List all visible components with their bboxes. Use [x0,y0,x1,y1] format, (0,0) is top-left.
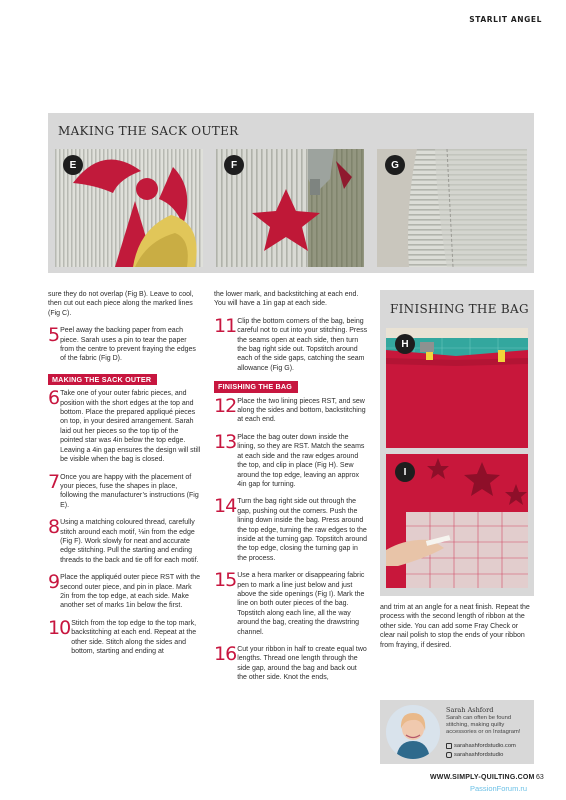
step-6 [48,389,202,464]
step-text: Cut your ribbon in half to create equal two lengths. Thread one length through the side gap, around the bag and back out the other side. Knot the ends, [237,646,367,682]
text-column-1 [48,290,202,656]
fig-f-photo [216,149,364,267]
text-column-3 [380,603,534,658]
step-text: Peel away the backing paper from each piece. Sarah uses a pin to tear the paper from the centre to prevent fraying the edges of the fabric (Fig D). [60,327,196,363]
website-link[interactable] [446,743,516,749]
running-header: STARLIT ANGEL [469,15,542,24]
step-number: 13 [214,430,237,453]
col2-intro: the lower mark, and backstitching at each end. You will have a 1in gap at each side. [214,291,359,308]
fig-e-label: E [63,155,83,175]
step-text: Once you are happy with the placement of your pieces, fuse the shapes in place, following the manufacturer’s instructions (Fig E). [60,473,199,509]
text-column-2 [214,290,368,683]
panel-title: MAKING THE SACK OUTER [58,124,239,138]
step-text: Use a hera marker or disappearing fabric pen to mark a line just below and just above the side openings (Fig I). Mark the line on both outer pieces of the bag. Topstitch along each line, all the way around the bag, creating the drawstring channel. [237,572,365,636]
step-text: Place the bag outer down inside the lining, so they are RST. Match the seams at each side and the raw edges around the top, and clip in place (Fig H). Sew around the top edge, leaving an approx 4in gap for turning. [237,433,365,488]
step-7 [48,470,202,511]
step-13 [214,430,368,489]
col3-text: and trim at an angle for a neat finish. Repeat the process with the second length of ribbon at the other side. You can add some Fray Check or clear nail polish to stop the ends of your ribbon from fraying, if desired. [380,604,530,649]
step-15 [214,571,368,637]
footer-website: WWW.SIMPLY-QUILTING.COM [430,774,535,781]
fig-i-photo [386,454,528,588]
section-heading-finishing-bag: FINISHING THE BAG [214,381,298,392]
step-14 [214,497,368,563]
designer-bio-box [380,700,534,764]
fig-h-photo [386,328,528,448]
step-text: Place the two lining pieces RST, and sew along the sides and bottom, backstitching at each end. [237,397,366,424]
step-16 [214,645,368,683]
fig-g-label: G [385,155,405,175]
step-number: 6 [48,387,60,410]
step-8 [48,518,202,565]
finishing-bag-panel [380,290,534,596]
step-text: Using a matching coloured thread, carefully stitch around each motif, ⅛in from the edge (Fig F). Work slowly for neat and accurate edge stitching. Pull the starting and ending threads to the back and tie off for each motif. [60,519,199,564]
step-5 [48,326,202,364]
avatar [386,705,440,759]
step-9 [48,573,202,611]
step-text: Stitch from the top edge to the top mark, backstitching at each end. Repeat at the other side. Stitch along the sides and bottom, starting and ending at [71,619,197,655]
making-sack-outer-panel [48,113,534,273]
step-number: 12 [214,394,237,417]
step-number: 16 [214,643,237,665]
panel-title: FINISHING THE BAG [390,302,529,316]
fig-i-label: I [395,462,415,482]
instagram-link-text: sarahashfordstudio [454,752,504,758]
step-11 [214,314,368,373]
step-number: 10 [48,616,71,639]
step-number: 7 [48,470,60,493]
fig-h-label: H [395,334,415,354]
website-link-text: sarahashfordstudio.com [454,743,516,749]
step-text: Take one of your outer fabric pieces, and position with the short edges at the top and bottom. Place the prepared appliqué pieces on top, in your desired arrangement. Sarah laid out her pieces so the top tip of the pointed star was 4in below the top edge. Leaving a 4in gap ensures the design will still be visible when the bag is closed. [60,390,201,464]
bio-name: Sarah Ashford [446,706,494,714]
step-number: 15 [214,569,237,592]
fig-e-photo [55,149,203,267]
step-number: 5 [48,324,60,347]
section-heading-sack-outer: MAKING THE SACK OUTER [48,374,157,385]
fig-f-label: F [224,155,244,175]
step-12 [214,394,368,425]
step-10 [48,616,202,657]
step-number: 14 [214,495,237,518]
col1-intro: sure they do not overlap (Fig B). Leave to cool, then cut out each piece along the marked lines (Fig C). [48,291,194,317]
step-number: 8 [48,516,60,539]
step-text: Turn the bag right side out through the gap, pushing out the corners. Push the lining down inside the bag. Press around the top edge, turning the raw edges to the inside at the turning gap. Topstitch around the top edge, closing the turning gap in the process. [237,498,368,562]
watermark: PassionForum.ru [470,784,528,793]
step-text: Clip the bottom corners of the bag, being careful not to cut into your stitching. Press the seams open at each side, then turn the bag right side out. Topstitch around each of the side gaps, catching the seam allowance (Fig G). [237,317,368,372]
page-number: 63 [536,774,544,781]
instagram-link[interactable] [446,752,503,758]
step-text: Place the appliquéd outer piece RST with the second outer piece, and pin in place. Mark 2in from the top edge, at each side. Make another set of marks 1in below the first. [60,574,201,610]
step-number: 9 [48,571,60,594]
web-icon [446,743,452,749]
instagram-icon [446,752,452,758]
fig-g-photo [377,149,527,267]
step-number: 11 [214,314,237,337]
bio-text: Sarah can often be found stitching, making quilty accessories or on Instagram! [446,715,521,735]
